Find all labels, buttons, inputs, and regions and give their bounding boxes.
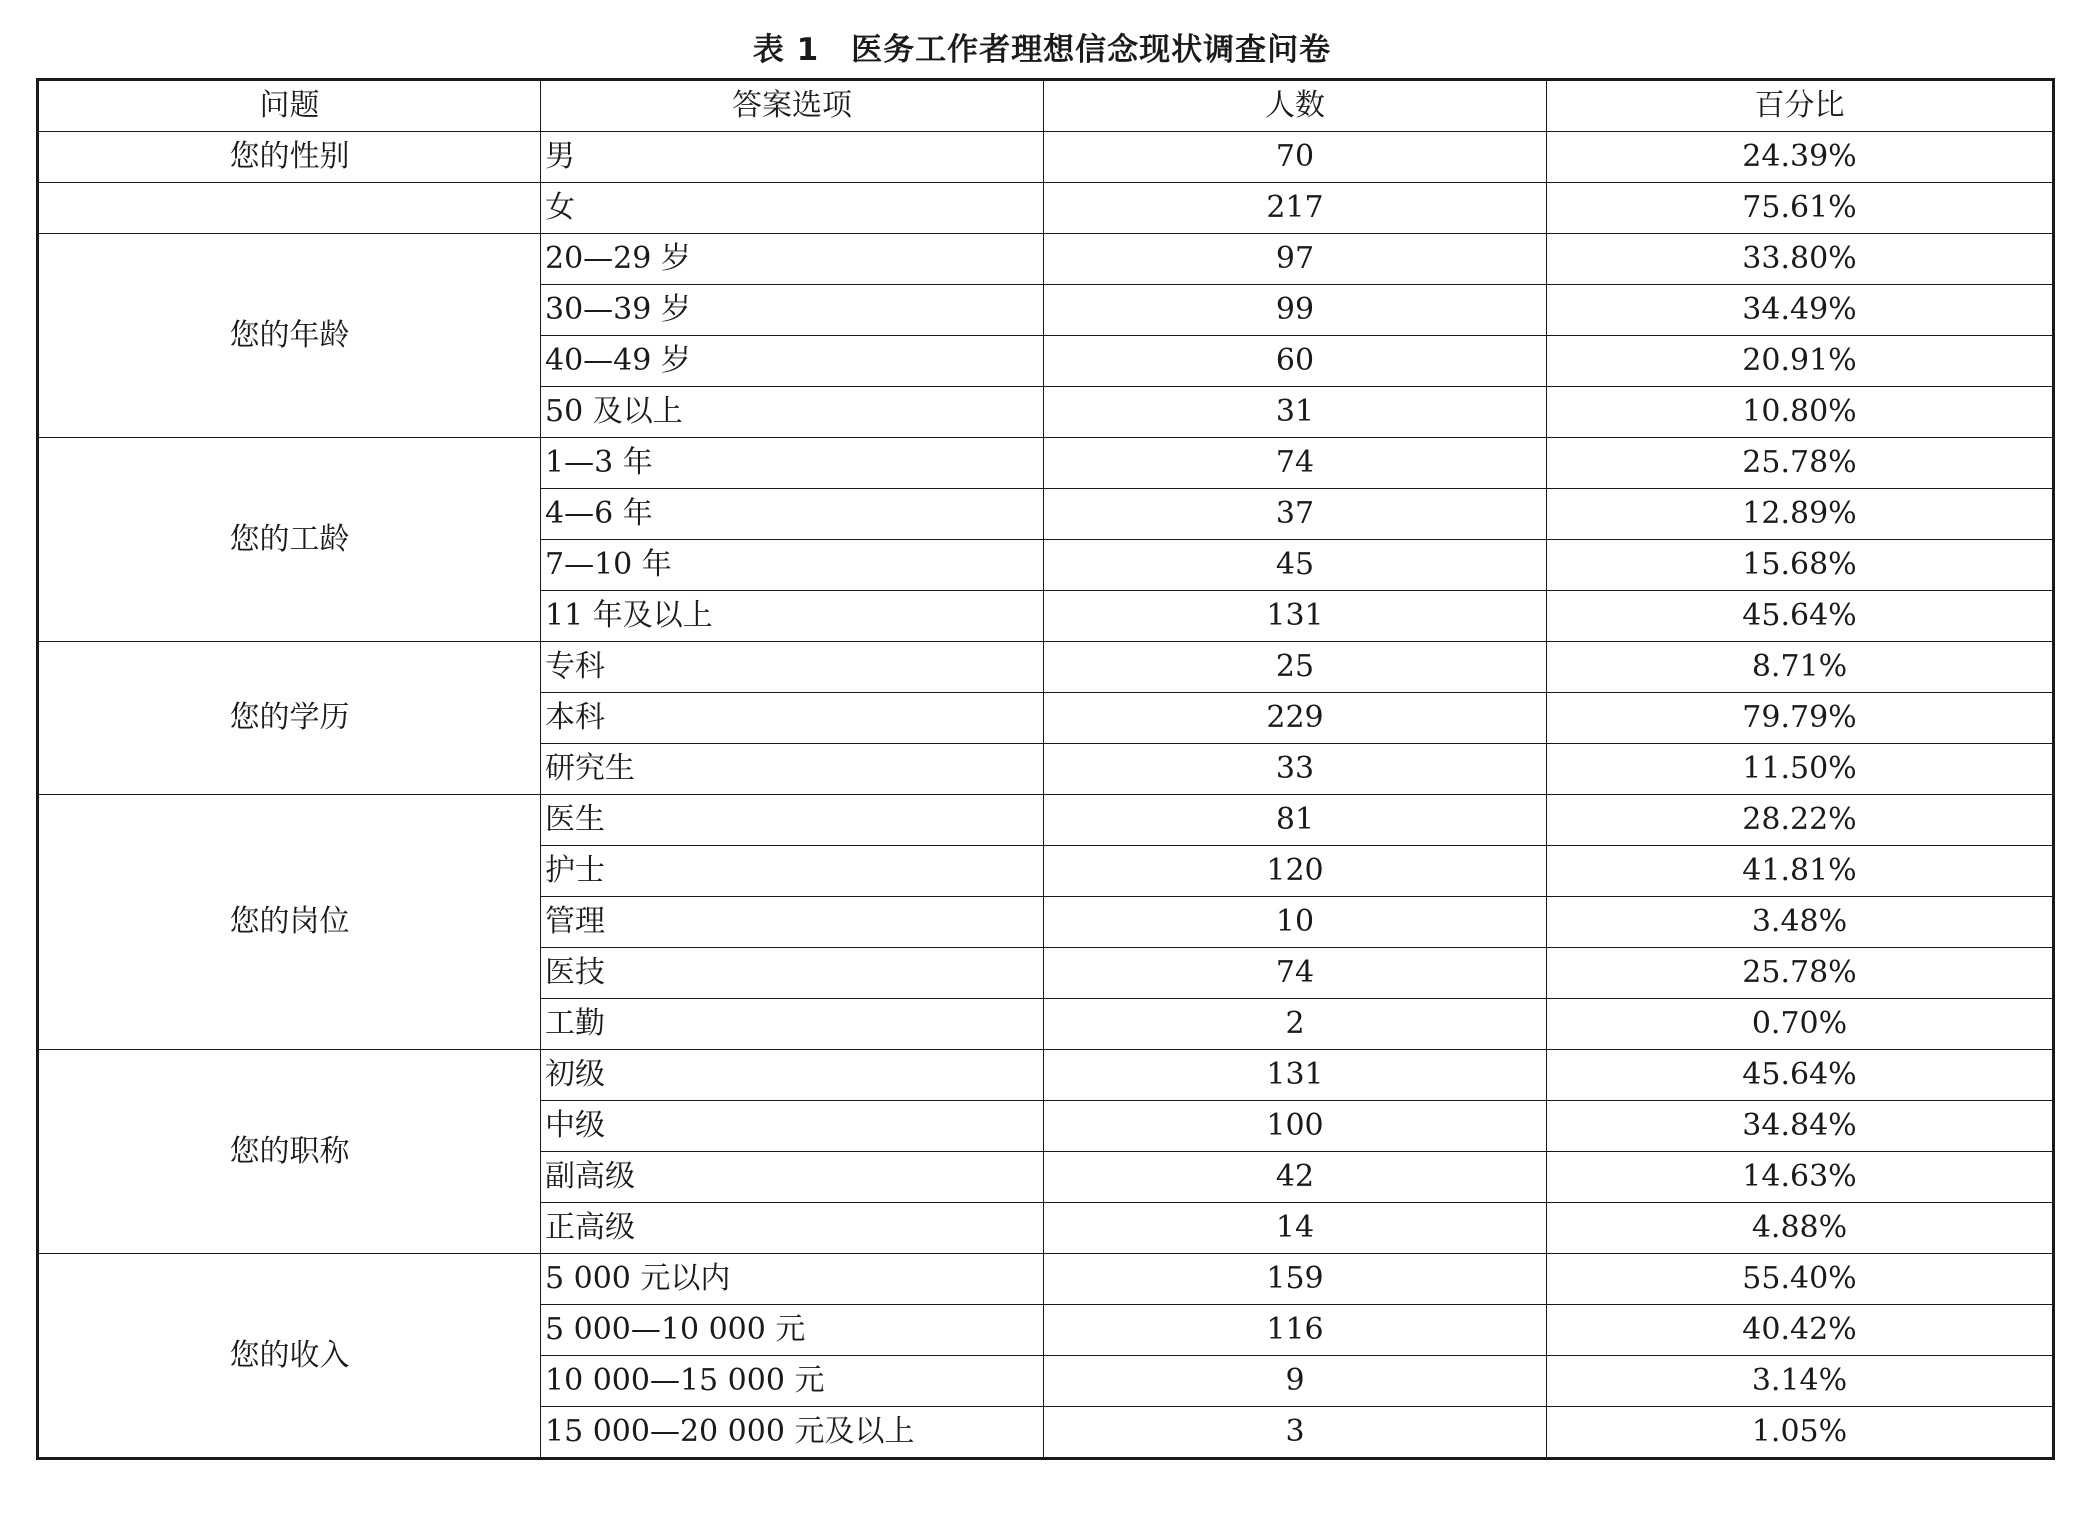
percent-cell: 0.70% bbox=[1547, 999, 2054, 1050]
option-cell: 40—49 岁 bbox=[541, 336, 1044, 387]
survey-table bbox=[36, 78, 2055, 1460]
option-cell: 10 000—15 000 元 bbox=[541, 1356, 1044, 1407]
count-cell: 120 bbox=[1044, 846, 1547, 897]
count-cell: 37 bbox=[1044, 489, 1547, 540]
question-cell: 您的性别 bbox=[38, 132, 541, 183]
option-cell: 50 及以上 bbox=[541, 387, 1044, 438]
count-cell: 2 bbox=[1044, 999, 1547, 1050]
percent-cell: 45.64% bbox=[1547, 591, 2054, 642]
count-cell: 74 bbox=[1044, 438, 1547, 489]
percent-cell: 34.84% bbox=[1547, 1101, 2054, 1152]
count-cell: 14 bbox=[1044, 1203, 1547, 1254]
percent-cell: 75.61% bbox=[1547, 183, 2054, 234]
count-cell: 3 bbox=[1044, 1407, 1547, 1459]
count-cell: 116 bbox=[1044, 1305, 1547, 1356]
table-body bbox=[38, 132, 2054, 1459]
option-cell: 7—10 年 bbox=[541, 540, 1044, 591]
percent-cell: 15.68% bbox=[1547, 540, 2054, 591]
question-cell bbox=[38, 183, 541, 234]
option-cell: 5 000 元以内 bbox=[541, 1254, 1044, 1305]
option-cell: 15 000—20 000 元及以上 bbox=[541, 1407, 1044, 1459]
column-header-option: 答案选项 bbox=[541, 80, 1044, 132]
question-cell: 您的学历 bbox=[38, 642, 541, 795]
count-cell: 81 bbox=[1044, 795, 1547, 846]
table-row bbox=[38, 183, 2054, 234]
count-cell: 97 bbox=[1044, 234, 1547, 285]
count-cell: 31 bbox=[1044, 387, 1547, 438]
percent-cell: 41.81% bbox=[1547, 846, 2054, 897]
column-header-question: 问题 bbox=[38, 80, 541, 132]
percent-cell: 34.49% bbox=[1547, 285, 2054, 336]
table-row bbox=[38, 642, 2054, 693]
percent-cell: 28.22% bbox=[1547, 795, 2054, 846]
option-cell: 护士 bbox=[541, 846, 1044, 897]
option-cell: 专科 bbox=[541, 642, 1044, 693]
table-row bbox=[38, 438, 2054, 489]
count-cell: 159 bbox=[1044, 1254, 1547, 1305]
option-cell: 管理 bbox=[541, 897, 1044, 948]
percent-cell: 3.14% bbox=[1547, 1356, 2054, 1407]
table-row bbox=[38, 234, 2054, 285]
percent-cell: 1.05% bbox=[1547, 1407, 2054, 1459]
count-cell: 74 bbox=[1044, 948, 1547, 999]
percent-cell: 24.39% bbox=[1547, 132, 2054, 183]
option-cell: 30—39 岁 bbox=[541, 285, 1044, 336]
percent-cell: 14.63% bbox=[1547, 1152, 2054, 1203]
percent-cell: 33.80% bbox=[1547, 234, 2054, 285]
option-cell: 1—3 年 bbox=[541, 438, 1044, 489]
question-cell: 您的收入 bbox=[38, 1254, 541, 1459]
count-cell: 60 bbox=[1044, 336, 1547, 387]
count-cell: 9 bbox=[1044, 1356, 1547, 1407]
count-cell: 10 bbox=[1044, 897, 1547, 948]
percent-cell: 8.71% bbox=[1547, 642, 2054, 693]
question-cell: 您的年龄 bbox=[38, 234, 541, 438]
count-cell: 33 bbox=[1044, 744, 1547, 795]
option-cell: 4—6 年 bbox=[541, 489, 1044, 540]
count-cell: 217 bbox=[1044, 183, 1547, 234]
percent-cell: 11.50% bbox=[1547, 744, 2054, 795]
header-row bbox=[38, 80, 2054, 132]
percent-cell: 4.88% bbox=[1547, 1203, 2054, 1254]
option-cell: 20—29 岁 bbox=[541, 234, 1044, 285]
percent-cell: 79.79% bbox=[1547, 693, 2054, 744]
count-cell: 99 bbox=[1044, 285, 1547, 336]
percent-cell: 55.40% bbox=[1547, 1254, 2054, 1305]
count-cell: 100 bbox=[1044, 1101, 1547, 1152]
question-cell: 您的工龄 bbox=[38, 438, 541, 642]
percent-cell: 10.80% bbox=[1547, 387, 2054, 438]
option-cell: 工勤 bbox=[541, 999, 1044, 1050]
option-cell: 研究生 bbox=[541, 744, 1044, 795]
count-cell: 70 bbox=[1044, 132, 1547, 183]
option-cell: 5 000—10 000 元 bbox=[541, 1305, 1044, 1356]
option-cell: 正高级 bbox=[541, 1203, 1044, 1254]
option-cell: 初级 bbox=[541, 1050, 1044, 1101]
count-cell: 42 bbox=[1044, 1152, 1547, 1203]
count-cell: 25 bbox=[1044, 642, 1547, 693]
option-cell: 女 bbox=[541, 183, 1044, 234]
count-cell: 131 bbox=[1044, 1050, 1547, 1101]
table-row bbox=[38, 1050, 2054, 1101]
percent-cell: 25.78% bbox=[1547, 438, 2054, 489]
option-cell: 医生 bbox=[541, 795, 1044, 846]
percent-cell: 12.89% bbox=[1547, 489, 2054, 540]
column-header-count: 人数 bbox=[1044, 80, 1547, 132]
table-row bbox=[38, 795, 2054, 846]
count-cell: 45 bbox=[1044, 540, 1547, 591]
option-cell: 11 年及以上 bbox=[541, 591, 1044, 642]
table-row bbox=[38, 1254, 2054, 1305]
percent-cell: 45.64% bbox=[1547, 1050, 2054, 1101]
option-cell: 医技 bbox=[541, 948, 1044, 999]
percent-cell: 20.91% bbox=[1547, 336, 2054, 387]
table-row bbox=[38, 132, 2054, 183]
table-title: 表 1 医务工作者理想信念现状调查问卷 bbox=[752, 32, 1332, 68]
question-cell: 您的岗位 bbox=[38, 795, 541, 1050]
percent-cell: 3.48% bbox=[1547, 897, 2054, 948]
percent-cell: 40.42% bbox=[1547, 1305, 2054, 1356]
count-cell: 229 bbox=[1044, 693, 1547, 744]
column-header-percent: 百分比 bbox=[1547, 80, 2054, 132]
option-cell: 副高级 bbox=[541, 1152, 1044, 1203]
option-cell: 本科 bbox=[541, 693, 1044, 744]
question-cell: 您的职称 bbox=[38, 1050, 541, 1254]
count-cell: 131 bbox=[1044, 591, 1547, 642]
percent-cell: 25.78% bbox=[1547, 948, 2054, 999]
option-cell: 中级 bbox=[541, 1101, 1044, 1152]
option-cell: 男 bbox=[541, 132, 1044, 183]
